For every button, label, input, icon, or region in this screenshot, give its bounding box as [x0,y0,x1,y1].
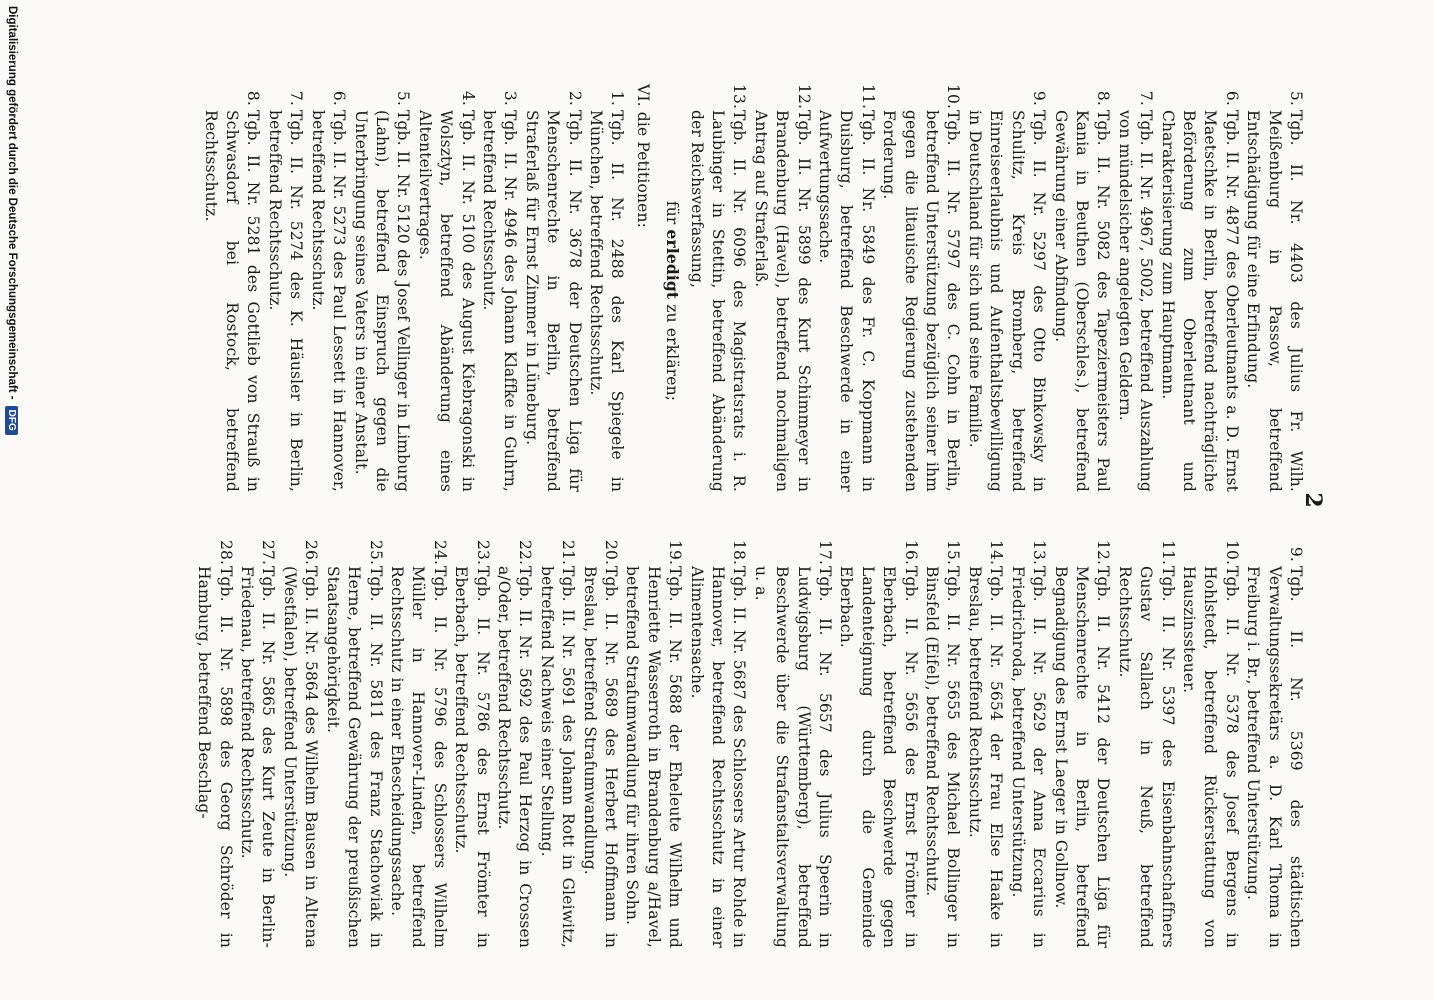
entry-number: 24. [430,540,449,566]
entry-text: Tgb. II. Nr. 5898 des Georg Schröder in Hamburg, betreffend Beschlag- [195,566,235,948]
entry-text: Tgb. II. Nr. 5691 des Johann Rott in Gleiwitz, betreffend Nachweis einer Stellung. [537,566,578,948]
entry-text: Tgb. II. Nr. 5654 der Frau Else Haake in Breslau, betreffend Rechtsschutz. [965,566,1006,948]
entry-number: 15. [944,540,963,566]
petition-entry [535,540,578,948]
entry-number: 18. [730,540,749,566]
entry-text: Tgb. II. Nr. 5273 des Paul Lessett in Hannover, betreffend Rechtsschutz. [308,110,349,492]
entry-text: Tgb. II. Nr. 5692 des Paul Herzog in Crossen a/Oder, betreffend Rechtsschutz. [494,566,535,948]
entry-text: Tgb. II. Nr. 5297 des Otto Binkowsky in Schulitz, Kreis Bromberg, betreffend Einreiseerlaubnis und Aufenthaltsbewilligung in Deutschland für sich und seine Familie. [965,110,1049,492]
petition-entry [964,540,1007,948]
petition-entry [814,84,878,492]
footer [0,0,24,1000]
petition-entry [1049,540,1113,948]
entry-number: 16. [901,540,920,566]
petition-entry [478,84,521,492]
entry-number: 13. [730,84,749,110]
petition-entry [749,84,813,492]
petition-entry [749,540,835,948]
entry-text: Tgb. II. Nr. 5811 des Franz Stachowiak in Herne, betreffend Gewährung der preußischen Staatsangehörigkeit. [323,566,385,948]
petition-entry [321,540,385,948]
closing-prefix: für [663,200,682,225]
entry-number: 19. [666,540,685,566]
entry-number: 20. [602,540,620,566]
entry-number: 22. [516,540,535,566]
entry-number: 4. [458,90,477,106]
entry-number: 21. [559,540,578,566]
entry-number: 23. [473,540,492,566]
petition-entry [1113,84,1156,492]
entry-text: Tgb. II. Nr. 5281 des Gottlieb von Strauß in Schwasdorf bei Rostock, betreffend Rechtsschutz. [201,110,263,492]
entry-number: 10. [1222,540,1241,566]
petition-entry [921,540,964,948]
entry-text: Tgb. II. Nr. 6096 des Magistratsrats i. R. Laubinger in Stettin, betreffend Abänderung der Reichsverfassung, [687,110,749,492]
petition-entry [1049,84,1113,492]
petition-entry [386,540,450,948]
entry-text: Tgb. II. Nr. 5865 des Kurt Zeute in Berlin-Friedenau, betreffend Rechtsschutz. [238,566,278,948]
petition-entry [520,84,584,492]
entry-text: Tgb. II. Nr. 5378 des Josef Bergens in Hohlstedt, betreffend Rückerstattung von Hauszinssteuer. [1179,566,1241,948]
petition-entry [1242,84,1306,492]
petition-entry [493,540,536,948]
entry-text: Tgb. II. Nr. 5100 des August Kiebragonski in Wolsztyn, betreffend Abänderung eines Altenteilvertrages. [415,110,477,492]
entry-text: Tgb. II. Nr. 5655 des Michael Bollinger in Binsfeld (Eifel), betreffend Rechtsschutz. [923,566,963,948]
entry-number: 9. [1030,90,1049,106]
petition-list-b [199,84,627,492]
petition-entry [1156,84,1242,492]
dfg-logo: DFG [6,406,19,435]
petition-list-a [685,84,1306,492]
entry-text: Tgb. II. Nr. 5786 des Ernst Frömter in Eberbach, betreffend Rechtsschutz. [452,566,492,948]
entry-number: 1. [608,90,627,106]
petition-entry [835,540,921,948]
entry-number: 8. [1094,90,1113,106]
entry-text: Tgb. II. Nr. 3678 der Deutschen Liga für Menschenrechte in Berlin, betreffend Straferlaß für Ernst Zimmer in Lüneburg. [522,110,584,492]
entry-text: Tgb. II. Nr. 5274 des K. Häusler in Berlin, betreffend Rechtsschutz. [265,110,306,492]
entry-number: 6. [330,90,349,106]
petition-entry [585,84,628,492]
entry-number: 17. [816,540,835,566]
entry-text: Tgb. II. Nr. 5687 des Schlossers Artur Rohde in Hannover, betreffend Rechtsschutz in einer Alimentensache. [687,566,749,948]
page-number: 2 [1300,492,1326,508]
entry-number: 5. [394,90,413,106]
entry-number: 26. [302,540,321,566]
petition-entry [413,84,477,492]
petition-entry [1113,540,1177,948]
entry-number: 7. [287,90,306,106]
footer-separator: - [6,395,18,400]
entry-number: 11. [1158,540,1177,566]
entry-text: Tgb. II. Nr. 5796 des Schlossers Wilhelm Müller in Hannover-Linden, betreffend Rechtsschutz in einer Ehescheidungssache. [387,566,449,948]
entry-number: 28. [216,540,235,566]
petition-entry [1242,540,1306,948]
closing-bold: erledigt [663,229,683,300]
entry-number: 5. [1287,90,1305,106]
entry-text: Tgb. II. Nr. 5629 der Anna Eccarius in Friedrichroda, betreffend Unterstützung. [1008,566,1049,948]
petition-entry [264,84,307,492]
entry-number: 9. [1287,546,1305,562]
entry-number: 2. [565,90,584,106]
left-column [199,84,1306,492]
entry-text: Tgb. II. Nr. 5864 des Wilhelm Bausen in Altena (Westfalen), betreffend Unterstützung. [280,566,321,948]
entry-text: Tgb. II. Nr. 4877 des Oberleutnants a. D. Ernst Maetschke in Berlin, betreffend nachträgliche Beförderung zum Oberleutnant und Charakterisierung zum Hauptmann. [1158,110,1241,492]
entry-number: 6. [1222,90,1241,106]
entry-text: Tgb. II. Nr. 5120 des Josef Vellinger in Limburg (Lahn), betreffend Einspruch gegen die Unterbringung seines Vaters in einer Anstalt. [351,110,413,492]
entry-text: Tgb. II. Nr. 5082 des Tapeziermeisters Paul Kania in Beuthen (Oberschles.), betreffend Gewährung einer Abfindung. [1051,110,1113,492]
petition-entry [964,84,1050,492]
entry-number: 14. [987,540,1006,566]
footer-text: Digitalisierung gefördert durch die Deutsche Forschungsgemeinschaft [6,6,18,393]
entry-text: Tgb. II. Nr. 5369 des städtischen Verwaltungssekretärs a. D. Karl Thoma in Freiburg i. Br., betreffend Unterstützung. [1244,566,1305,948]
petition-entry [578,540,621,948]
petition-entry [685,84,749,492]
entry-number: 12. [1094,540,1113,566]
entry-text: Tgb. II. Nr. 5656 des Ernst Frömter in Eberbach, betreffend Beschwerde gegen Landenteignung durch die Gemeinde Eberbach. [837,566,920,948]
entry-text: Tgb. II. Nr. 4946 des Johann Klaffke in Guhrn, betreffend Rechtsschutz. [479,110,520,492]
entry-text: Tgb. II. Nr. 5899 des Kurt Schimmeyer in Brandenburg (Havel), betreffend nochmaligen Antrag auf Straferlaß. [751,110,813,492]
entry-text: Tgb. II. Nr. 5657 des Julius Speerin in Ludwigsburg (Württemberg), betreffend Beschwerde über die Strafanstaltsverwaltung u. a. [751,566,835,948]
entry-text: Tgb. II. Nr. 4403 des Julius Fr. Wilh. Meißenburg in Passow, betreffend Entschädigung für eine Erfindung. [1244,110,1305,492]
closing-suffix: zu erklären; [663,304,682,402]
entry-text: Tgb. II. Nr. 5412 der Deutschen Liga für Menschenrechte in Berlin, betreffend Begnadigung des Ernst Laeger in Gollnow. [1051,566,1113,948]
petition-entry [878,84,964,492]
section-heading: VI. die Petitionen: [633,84,652,228]
petition-entry [450,540,493,948]
entry-number: 13. [1030,540,1049,566]
petition-entry [621,540,685,948]
entry-number: 10. [944,84,963,110]
entry-number: 7. [1137,90,1156,106]
petition-entry [199,84,263,492]
entry-text: Tgb. II. Nr. 5397 des Eisenbahnschaffners Gustav Sallach in Neuß, betreffend Rechtsschutz. [1115,566,1177,948]
entry-number: 25. [366,540,385,566]
right-column [193,540,1306,948]
petition-entry [193,540,236,948]
petition-entry [1178,540,1242,948]
entry-text: Tgb. II. Nr. 2488 des Karl Spiegele in München, betreffend Rechtsschutz. [587,110,627,492]
entry-text: Tgb. II. Nr. 5849 des Fr. C. Koppmann in Duisburg, betreffend Beschwerde in einer Aufwertungssache. [816,110,877,492]
petition-entry [279,540,322,948]
entry-text: Tgb. II. Nr. 5797 des C. Cohn in Berlin, betreffend Unterstützung bezüglich seiner ihm gegen die litauische Regierung zustehenden Forderung. [880,110,963,492]
entry-text: Tgb. II. Nr. 5688 der Eheleute Wilhelm und Henriette Wasserroth in Brandenburg a/Havel, betreffend Strafumwandlung für ihren Sohn. [623,566,685,948]
petition-entry [685,540,749,948]
closing-line [661,110,683,492]
petition-entry [306,84,349,492]
entry-number: 27. [259,540,278,566]
petition-entry [1006,540,1049,948]
entry-text: Tgb. II. Nr. 5689 des Herbert Hoffmann in Breslau, betreffend Strafumwandlung. [580,566,620,948]
entry-number: 11. [858,84,877,110]
petition-list-c [193,540,1306,948]
entry-text: Tgb. II. Nr. 4967, 5002, betreffend Auszahlung von mündelsicher angelegten Geldern. [1115,110,1156,492]
entry-number: 12. [794,84,813,110]
petition-entry [236,540,279,948]
entry-number: 3. [501,90,520,106]
petition-entry [349,84,413,492]
entry-number: 8. [244,90,263,106]
